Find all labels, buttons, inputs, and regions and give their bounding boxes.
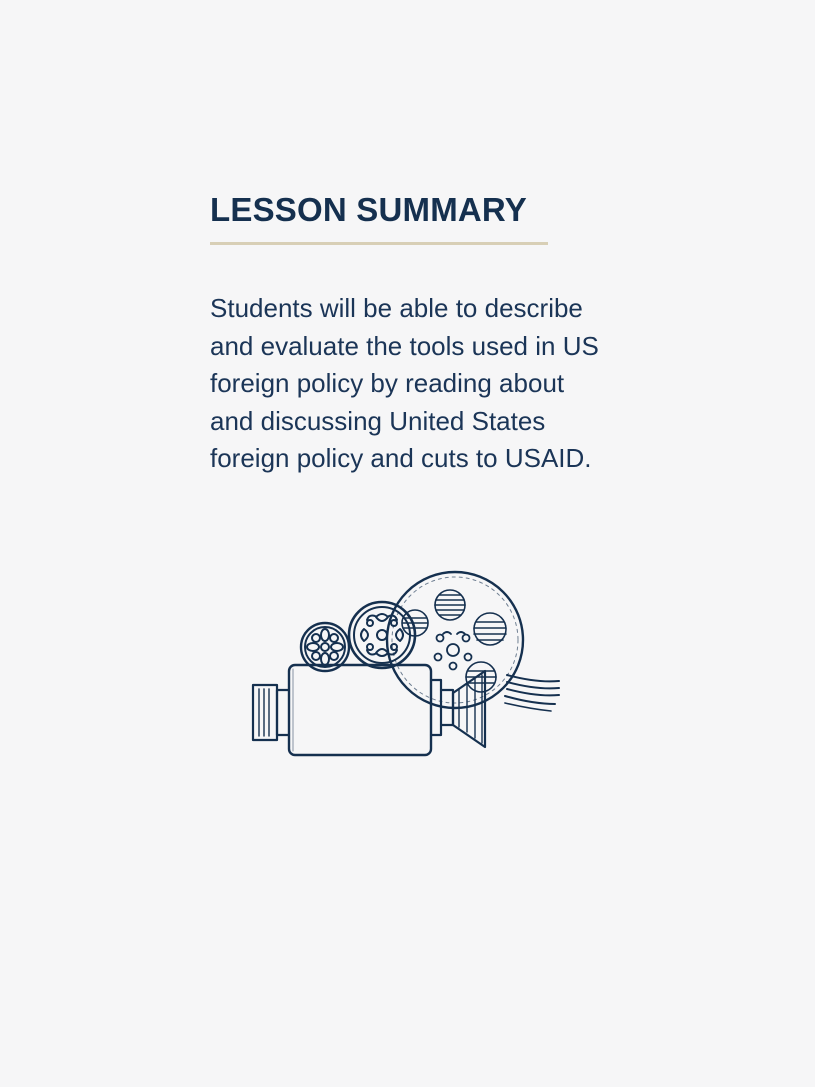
- camera-eyepiece: [253, 685, 289, 740]
- title-divider: [210, 242, 548, 245]
- film-camera-icon: [245, 565, 565, 765]
- page-title: LESSON SUMMARY: [210, 191, 527, 228]
- lesson-summary-text: Students will be able to describe and evaluate the tools used in US foreign policy by reading about and discussing United States foreign policy and cuts to USAID.: [210, 293, 599, 474]
- camera-body: [289, 665, 431, 755]
- large-film-reel: [387, 572, 559, 711]
- small-film-reel: [301, 623, 349, 671]
- medium-film-reel: [349, 602, 415, 668]
